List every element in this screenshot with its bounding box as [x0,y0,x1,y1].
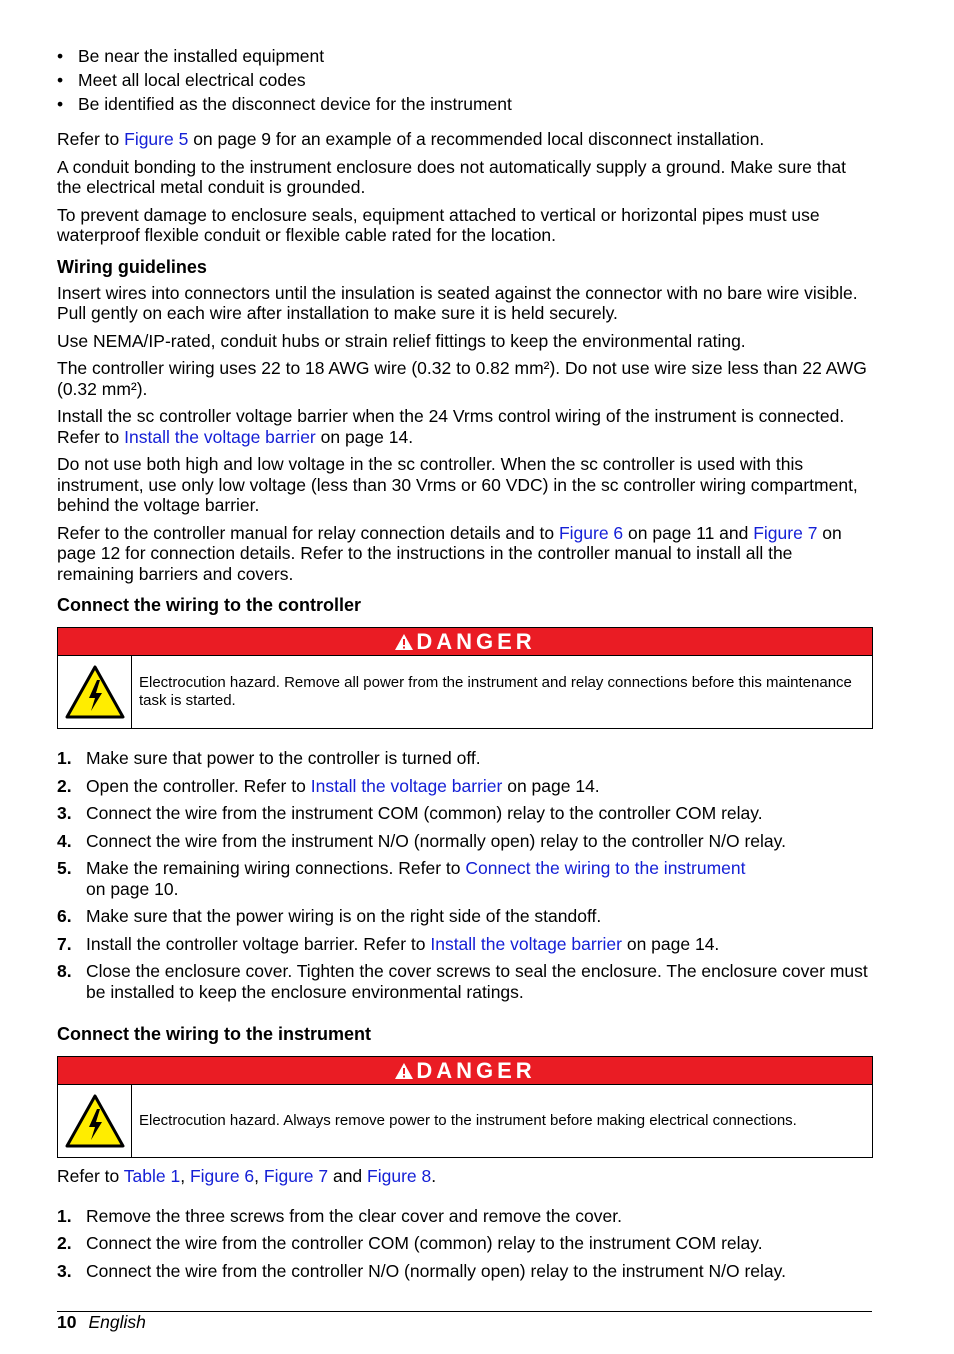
list-item: 3. Connect the wire from the instrument COM (common) relay to the controller COM relay. [57,803,763,823]
paragraph: Do not use both high and low voltage in the sc controller. When the sc controller is used with this instrument, use only low voltage (less than 30 Vrms or 60 VDC) in the sc controller wiring compartment, behind the voltage barrier. [57,454,858,515]
list-item: 8. Close the enclosure cover. Tighten the cover screws to seal the enclosure. The enclosure cover must be installed to keep the enclosure environmental ratings. [57,961,868,1002]
warning-triangle-icon [394,633,414,651]
danger-header [58,1057,872,1084]
warning-triangle-icon [394,1062,414,1080]
danger-header [58,628,872,655]
section-heading-wiring-guidelines: Wiring guidelines [57,256,207,277]
figure-7-link[interactable]: Figure 7 [753,522,818,543]
list-item: 1. Make sure that power to the controller is turned off. [57,748,481,768]
paragraph: Insert wires into connectors until the insulation is seated against the connector with no bare wire visible. Pull gently on each wire after installation to make sure it is held securely. [57,282,858,323]
paragraph: Refer to Table 1, Figure 6, Figure 7 and Figure 8. [57,1166,437,1186]
requirements-list [57,44,872,116]
list-item: • Meet all local electrical codes [57,68,872,92]
danger-notice [57,1056,873,1158]
figure-7-link[interactable]: Figure 7 [263,1166,329,1186]
list-item: 4. Connect the wire from the instrument N/O (normally open) relay to the controller N/O relay. [57,830,786,851]
electrocution-hazard-icon [58,656,132,728]
list-item: 6. Make sure that the power wiring is on the right side of the standoff. [57,906,602,926]
list-item: 3. Connect the wire from the controller N/O (normally open) relay to the instrument N/O relay. [57,1260,786,1281]
install-voltage-barrier-link[interactable]: Install the voltage barrier [124,426,316,447]
page-content [57,44,872,1281]
install-voltage-barrier-link[interactable]: Install the voltage barrier [310,775,503,796]
list-item: 1. Remove the three screws from the clear cover and remove the cover. [57,1205,622,1226]
list-item: 2. Connect the wire from the controller COM (common) relay to the instrument COM relay. [57,1233,763,1253]
paragraph: Use NEMA/IP-rated, conduit hubs or strain relief fittings to keep the environmental rating. [57,330,746,351]
danger-notice [57,627,873,729]
instrument-steps-list [57,1206,872,1282]
footer-language: English [88,1312,146,1332]
paragraph: A conduit bonding to the instrument enclosure does not automatically supply a ground. Make sure that the electrical metal conduit is grounded. [57,156,846,197]
danger-label: DANGER [416,629,536,654]
danger-message: Electrocution hazard. Always remove power to the instrument before making electrical connections. [139,1112,797,1129]
figure-6-link[interactable]: Figure 6 [558,522,624,543]
list-item: 2. Open the controller. Refer to Install the voltage barrier on page 14. [57,775,600,796]
figure-6-link[interactable]: Figure 6 [189,1166,255,1186]
list-item: 7. Install the controller voltage barrier. Refer to Install the voltage barrier on page 14. [57,933,720,954]
paragraph: Refer to Figure 5 on page 9 for an example of a recommended local disconnect installation. [57,129,765,149]
connect-wiring-instrument-link[interactable]: Connect the wiring to the instrument [465,858,746,878]
list-item: • Be identified as the disconnect device for the instrument [57,92,872,116]
danger-label: DANGER [416,1058,536,1083]
section-heading-connect-instrument: Connect the wiring to the instrument [57,1024,371,1044]
controller-steps-list [57,748,872,1002]
electrocution-hazard-icon [58,1085,132,1157]
paragraph: Install the sc controller voltage barrier when the 24 Vrms control wiring of the instrument is connected. Refer to Install the voltage barrier on page 14. [57,406,845,447]
page-footer [57,1311,872,1333]
figure-5-link[interactable]: Figure 5 [124,129,189,149]
install-voltage-barrier-link[interactable]: Install the voltage barrier [430,933,622,954]
list-item: 5. Make the remaining wiring connections. Refer to Connect the wiring to the instrument on page 10. [57,858,746,899]
section-heading-connect-controller: Connect the wiring to the controller [57,595,362,615]
list-item: • Be near the installed equipment [57,44,872,68]
table-1-link[interactable]: Table 1 [123,1166,181,1186]
paragraph: To prevent damage to enclosure seals, equipment attached to vertical or horizontal pipes must use waterproof flexible conduit or flexible cable rated for the location. [57,204,820,245]
paragraph: Refer to the controller manual for relay connection details and to Figure 6 on page 11 and Figure 7 on page 12 for connection details. Refer to the instructions in the controller manual to install all the remaining barriers and covers. [57,522,842,584]
page-number: 10 [57,1312,77,1332]
danger-message: Electrocution hazard. Remove all power from the instrument and relay connections before this maintenance task is started. [139,674,852,709]
paragraph: The controller wiring uses 22 to 18 AWG wire (0.32 to 0.82 mm²). Do not use wire size less than 22 AWG (0.32 mm²). [57,358,867,399]
figure-8-link[interactable]: Figure 8 [367,1166,432,1186]
